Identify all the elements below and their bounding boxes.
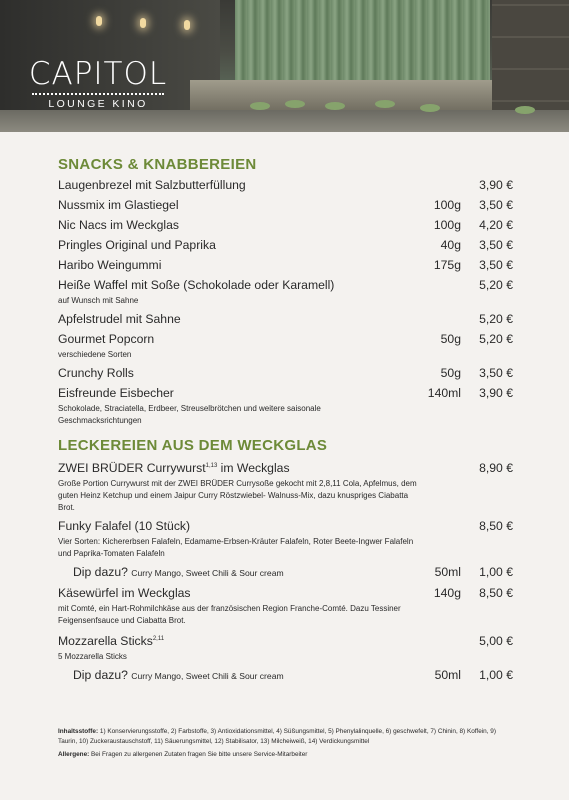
menu-item-row bbox=[58, 178, 513, 193]
menu-item bbox=[58, 218, 513, 233]
item-name-text: Heiße Waffel mit Soße (Schokolade oder Karamell) bbox=[58, 278, 335, 292]
item-name-suffix: im Weckglas bbox=[217, 461, 290, 476]
menu-item-row bbox=[58, 586, 513, 601]
item-price: 8,90 € bbox=[479, 461, 513, 476]
item-name bbox=[58, 668, 421, 684]
item-price: 3,50 € bbox=[479, 198, 513, 212]
menu-item-row bbox=[58, 278, 513, 293]
item-name bbox=[58, 386, 421, 401]
item-quantity: 140ml bbox=[427, 386, 461, 400]
item-quantity: 50g bbox=[440, 332, 461, 346]
logo-subtitle: LOUNGE KINO bbox=[48, 98, 148, 110]
allergen-superscript: 1,13 bbox=[205, 463, 218, 469]
menu-item bbox=[58, 366, 513, 381]
menu-item bbox=[58, 312, 513, 327]
menu-item-row bbox=[58, 668, 513, 684]
item-name bbox=[58, 632, 421, 649]
item-price: 5,20 € bbox=[479, 312, 513, 326]
item-description: 5 Mozzarella Sticks bbox=[58, 652, 127, 662]
menu-item bbox=[58, 632, 513, 663]
menu-item-row bbox=[58, 332, 513, 347]
menu-item bbox=[58, 178, 513, 193]
menu-item-row bbox=[58, 198, 513, 213]
item-description: mit Comté, ein Hart-Rohmilchkäse aus der französischen Region Franche-Comté. Dazu Tessiner Feigensenfsauce und Ciabatta Brot. bbox=[58, 604, 401, 626]
menu-item-row bbox=[58, 459, 513, 476]
menu-item bbox=[58, 278, 513, 307]
menu-item bbox=[58, 586, 513, 627]
menu-item-row bbox=[58, 565, 513, 581]
section-title: SNACKS & KNABBEREIEN bbox=[58, 156, 257, 173]
menu-item-row bbox=[58, 218, 513, 233]
menu-item bbox=[58, 459, 513, 514]
item-description: Schokolade, Straciatella, Erdbeer, Streuselbrötchen und weitere saisonale Geschmacksrichtungen bbox=[58, 404, 321, 425]
item-description: verschiedene Sorten bbox=[58, 350, 132, 359]
item-name-text: Eisfreunde Eisbecher bbox=[58, 386, 174, 400]
ingredients-label: Inhaltsstoffe: bbox=[58, 728, 99, 735]
item-name-text: ZWEI BRÜDER Currywurst bbox=[58, 461, 206, 476]
lamp-icon bbox=[96, 16, 102, 26]
item-quantity: 100g bbox=[433, 218, 461, 232]
item-name bbox=[58, 519, 421, 534]
item-name bbox=[58, 198, 421, 213]
ingredients-note bbox=[58, 727, 513, 747]
menu-item-row bbox=[58, 632, 513, 649]
item-name bbox=[58, 218, 421, 233]
stage-curtain bbox=[235, 0, 490, 85]
allergens-text: Bei Fragen zu allergenen Zutaten fragen Sie bitte unsere Service-Mitarbeiter bbox=[91, 751, 308, 758]
menu-item bbox=[58, 332, 513, 361]
item-quantity: 50g bbox=[440, 366, 461, 380]
item-name bbox=[58, 565, 421, 581]
item-name bbox=[58, 312, 421, 327]
item-name-text: Haribo Weingummi bbox=[58, 258, 162, 272]
item-name bbox=[58, 366, 421, 381]
stool-icon bbox=[250, 102, 270, 110]
item-price: 3,50 € bbox=[479, 258, 513, 272]
item-price: 8,50 € bbox=[479, 519, 513, 534]
item-quantity: 50ml bbox=[434, 668, 461, 683]
item-quantity: 100g bbox=[433, 198, 461, 212]
menu-item bbox=[58, 198, 513, 213]
menu-item-row bbox=[58, 312, 513, 327]
menu-item-row bbox=[58, 238, 513, 253]
item-name-text: Funky Falafel (10 Stück) bbox=[58, 519, 191, 534]
stool-icon bbox=[285, 100, 305, 108]
footer-notes bbox=[58, 727, 513, 760]
item-description: auf Wunsch mit Sahne bbox=[58, 296, 139, 305]
dip-option bbox=[58, 565, 513, 581]
item-price: 5,20 € bbox=[479, 332, 513, 346]
logo-divider bbox=[32, 93, 164, 95]
item-price: 4,20 € bbox=[479, 218, 513, 232]
item-quantity: 175g bbox=[433, 258, 461, 272]
menu-item-row bbox=[58, 366, 513, 381]
item-quantity: 50ml bbox=[434, 565, 461, 580]
allergen-superscript: 2,11 bbox=[152, 636, 165, 643]
lounge-floor bbox=[0, 110, 569, 132]
stool-icon bbox=[420, 104, 440, 112]
allergens-label: Allergene: bbox=[58, 751, 90, 758]
item-price: 3,50 € bbox=[479, 238, 513, 252]
menu-item bbox=[58, 519, 513, 560]
item-name-text: Nic Nacs im Weckglas bbox=[58, 218, 179, 232]
item-name-text: Crunchy Rolls bbox=[58, 366, 134, 380]
item-price: 1,00 € bbox=[479, 668, 513, 683]
item-description: Große Portion Currywurst mit der ZWEI BRÜDER Currysoße gekocht mit 2,8,11 Cola, Apfelmus, dem guten Heinz Ketchup und einem Jaipur Curry Röstzwiebel- Walnuss-Mix, dazu knuspriges Ciabatta Brot. bbox=[58, 479, 417, 513]
menu-item bbox=[58, 258, 513, 273]
menu-item bbox=[58, 238, 513, 253]
item-quantity: 140g bbox=[433, 586, 461, 601]
item-price: 3,50 € bbox=[479, 366, 513, 380]
dip-label: Dip dazu? bbox=[73, 565, 128, 580]
item-quantity: 40g bbox=[440, 238, 461, 252]
item-name bbox=[58, 278, 421, 293]
menu-item-row bbox=[58, 258, 513, 273]
menu-item bbox=[58, 386, 513, 427]
stool-icon bbox=[515, 106, 535, 114]
item-name bbox=[58, 332, 421, 347]
dip-option bbox=[58, 668, 513, 684]
lamp-icon bbox=[140, 18, 146, 28]
logo-title: CAPITOL bbox=[28, 56, 168, 92]
item-name bbox=[58, 459, 421, 476]
capitol-logo bbox=[28, 57, 168, 111]
menu-list bbox=[58, 156, 513, 684]
menu-item-row bbox=[58, 386, 513, 401]
dip-options-text: Curry Mango, Sweet Chili & Sour cream bbox=[131, 671, 284, 682]
menu-section bbox=[58, 156, 513, 427]
dip-options-text: Curry Mango, Sweet Chili & Sour cream bbox=[131, 568, 284, 579]
menu-item-row bbox=[58, 519, 513, 534]
lamp-icon bbox=[184, 20, 190, 30]
item-price: 3,90 € bbox=[479, 386, 513, 400]
item-price: 8,50 € bbox=[479, 586, 513, 601]
item-name bbox=[58, 238, 421, 253]
item-name bbox=[58, 586, 421, 601]
item-name bbox=[58, 258, 421, 273]
item-price: 5,20 € bbox=[479, 278, 513, 292]
menu-section bbox=[58, 437, 513, 684]
ingredients-text: 1) Konservierungsstoffe, 2) Farbstoffe, 3) Antioxidationsmittel, 4) Süßungsmittel, 5) Phenylalinquelle, 6) geschwefelt, 7) Chinin, 8) Koffein, 9) Taurin, 10) Zuckeraustauschstoff, 11) Säuerungsmittel, 12) Stabilisator, 13) Milcheiweiß, 14) Verdickungsmittel bbox=[58, 728, 496, 745]
item-name bbox=[58, 178, 421, 193]
item-name-text: Nussmix im Glastiegel bbox=[58, 198, 179, 212]
item-price: 1,00 € bbox=[479, 565, 513, 580]
section-title: LECKEREIEN AUS DEM WECKGLAS bbox=[58, 437, 328, 454]
item-name-text: Apfelstrudel mit Sahne bbox=[58, 312, 181, 326]
item-name-text: Käsewürfel im Weckglas bbox=[58, 586, 191, 601]
dip-label: Dip dazu? bbox=[73, 668, 128, 683]
item-description: Vier Sorten: Kichererbsen Falafeln, Edamame-Erbsen-Kräuter Falafeln, Roter Beete-Ingwer Falafeln und Paprika-Tomaten Falafeln bbox=[58, 537, 414, 559]
item-price: 3,90 € bbox=[479, 178, 513, 192]
stool-icon bbox=[375, 100, 395, 108]
item-price: 5,00 € bbox=[479, 634, 513, 649]
stool-icon bbox=[325, 102, 345, 110]
item-name-text: Mozzarella Sticks bbox=[58, 634, 153, 649]
header-photo bbox=[0, 0, 569, 132]
item-name-text: Laugenbrezel mit Salzbutterfüllung bbox=[58, 178, 246, 192]
allergens-note bbox=[58, 750, 513, 760]
item-name-text: Pringles Original und Paprika bbox=[58, 238, 216, 252]
item-name-text: Gourmet Popcorn bbox=[58, 332, 155, 346]
